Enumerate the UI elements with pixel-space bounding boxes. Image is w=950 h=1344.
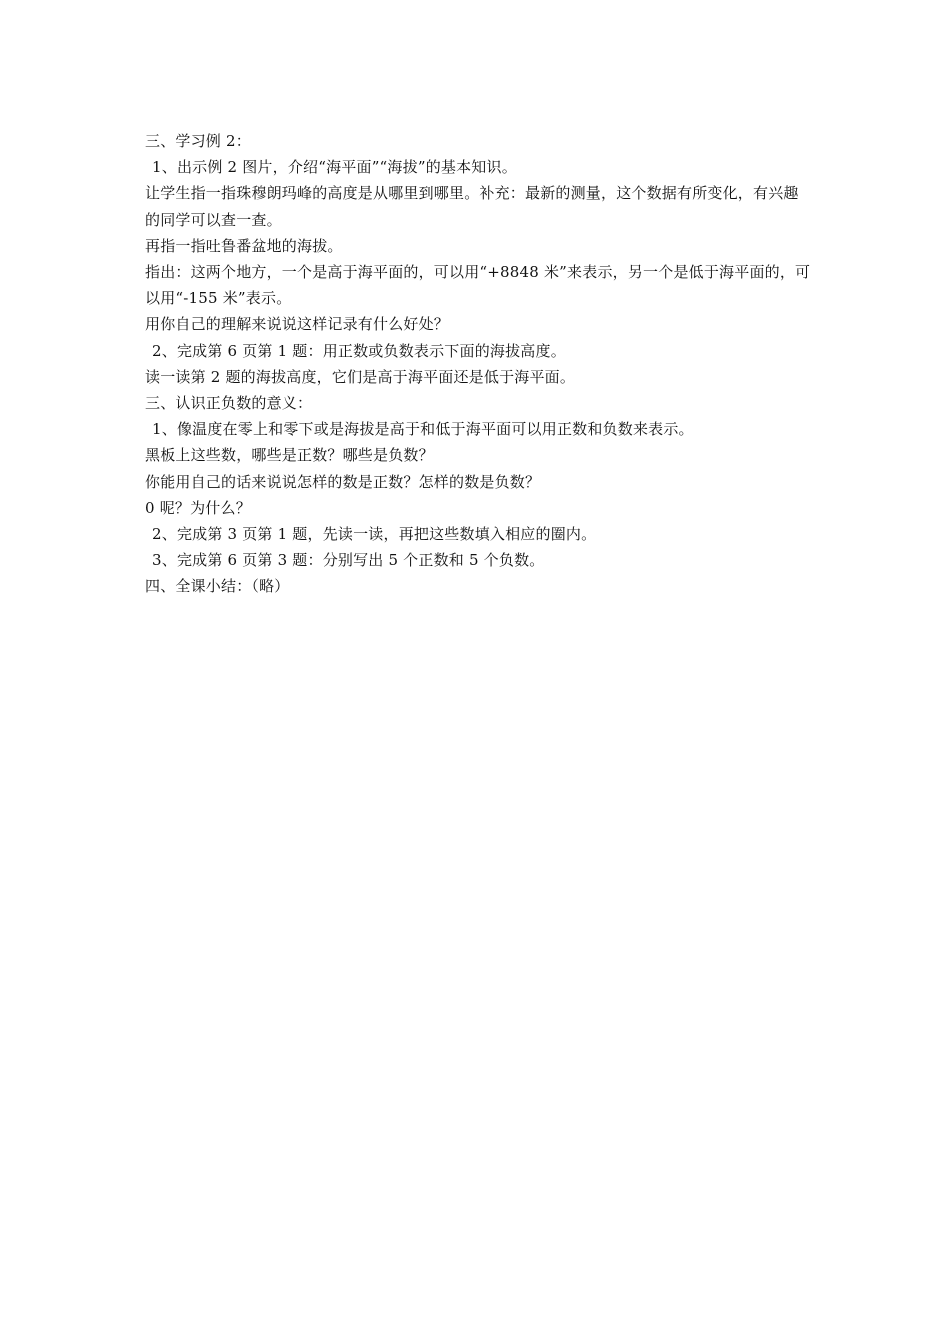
section-heading-summary: 四、全课小结：（略） xyxy=(145,577,290,596)
section-heading-meaning: 三、认识正负数的意义： xyxy=(145,394,313,413)
step-2-page-3-exercise: 2、完成第 3 页第 1 题，先读一读，再把这些数填入相应的圈内。 xyxy=(152,525,597,544)
paragraph-read-altitudes: 读一读第 2 题的海拔高度，它们是高于海平面还是低于海平面。 xyxy=(145,367,576,386)
step-2-page-6-exercise: 2、完成第 6 页第 1 题：用正数或负数表示下面的海拔高度。 xyxy=(152,341,566,360)
paragraph-own-words-question: 你能用自己的话来说说怎样的数是正数？怎样的数是负数？ xyxy=(145,472,541,491)
paragraph-point-out: 指出：这两个地方，一个是高于海平面的，可以用“+8848 米”来表示，另一个是低于海平面的，可以用“-155 米”表示。 xyxy=(145,263,811,308)
paragraph-benefit-question: 用你自己的理解来说说这样记录有什么好处？ xyxy=(145,315,450,334)
paragraph-blackboard-question: 黑板上这些数，哪些是正数？哪些是负数？ xyxy=(145,446,434,465)
paragraph-turpan-basin: 再指一指吐鲁番盆地的海拔。 xyxy=(145,236,343,255)
step-3-page-6-exercise: 3、完成第 6 页第 3 题：分别写出 5 个正数和 5 个负数。 xyxy=(152,551,545,570)
step-1-show-picture: 1、出示例 2 图片，介绍“海平面”“海拔”的基本知识。 xyxy=(152,158,517,177)
paragraph-zero-question: 0 呢？为什么？ xyxy=(145,498,251,517)
section-heading-example-2: 三、学习例 2： xyxy=(145,132,251,150)
paragraph-everest-height: 让学生指一指珠穆朗玛峰的高度是从哪里到哪里。补充：最新的测量，这个数据有所变化，有兴趣的同学可以查一查。 xyxy=(145,184,799,229)
step-1-temperature-altitude: 1、像温度在零上和零下或是海拔是高于和低于海平面可以用正数和负数来表示。 xyxy=(152,420,694,439)
document-body xyxy=(145,128,813,600)
